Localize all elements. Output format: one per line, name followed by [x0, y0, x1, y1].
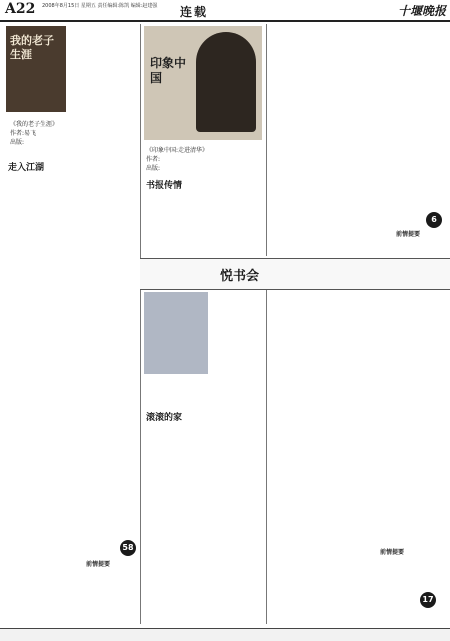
issue-info: 2008年8月15日 星期五 责任编辑:陈凯 编辑:赵建强 [42, 3, 158, 9]
column-divider-1 [140, 24, 141, 624]
banner-title: 悦书会 [220, 269, 260, 284]
col1-body [6, 176, 138, 556]
col1-editor-note [86, 560, 138, 569]
book-caption-2-title: 《印象中国:走进清华》 [146, 147, 209, 154]
col3-note-label: 前情提要 [380, 549, 405, 556]
book-cover-1-title: 我的老子生涯 [10, 34, 54, 61]
cover-portrait [196, 32, 256, 132]
col2-body [144, 192, 264, 254]
column-divider-3 [266, 290, 267, 624]
book-cover-1 [6, 26, 66, 112]
page-number: A22 [5, 1, 36, 17]
book-caption-1 [10, 120, 70, 147]
col3-right-body [270, 292, 446, 530]
col2-section-title: 书报传情 [146, 181, 183, 191]
col3-editor-note [380, 548, 446, 557]
book-cover-2 [144, 26, 262, 140]
upper-right-body [270, 26, 446, 226]
mid-banner [140, 258, 450, 290]
book-caption-2-publisher: 出版: [146, 165, 161, 172]
episode-badge-17: 17 [420, 592, 436, 608]
book-cover-2-title: 印象中国 [150, 56, 187, 85]
col3-left-body [144, 424, 264, 624]
book-caption-1-title: 《我的老子生涯》 [10, 121, 59, 128]
col3-section-title: 滚滚的家 [146, 413, 183, 423]
section-title: 连载 [180, 5, 209, 19]
paper-name: 十堰晚报 [397, 4, 446, 18]
book-cover-3 [144, 292, 208, 374]
col2-editor-note [396, 230, 448, 239]
column-divider-2 [266, 24, 267, 256]
episode-badge-6: 6 [426, 212, 442, 228]
page-header [0, 0, 450, 22]
col2-note-label: 前情提要 [396, 231, 421, 238]
book-caption-1-publisher: 出版: [10, 139, 25, 146]
col1-section-title: 走入江湖 [8, 163, 45, 173]
col1-note-label: 前情提要 [86, 561, 111, 568]
episode-badge-58: 58 [120, 540, 136, 556]
book-caption-2-author: 作者: [146, 156, 161, 163]
page-footer [0, 628, 450, 641]
book-caption-1-author: 作者:易飞 [10, 130, 37, 137]
book-caption-2 [146, 146, 262, 173]
